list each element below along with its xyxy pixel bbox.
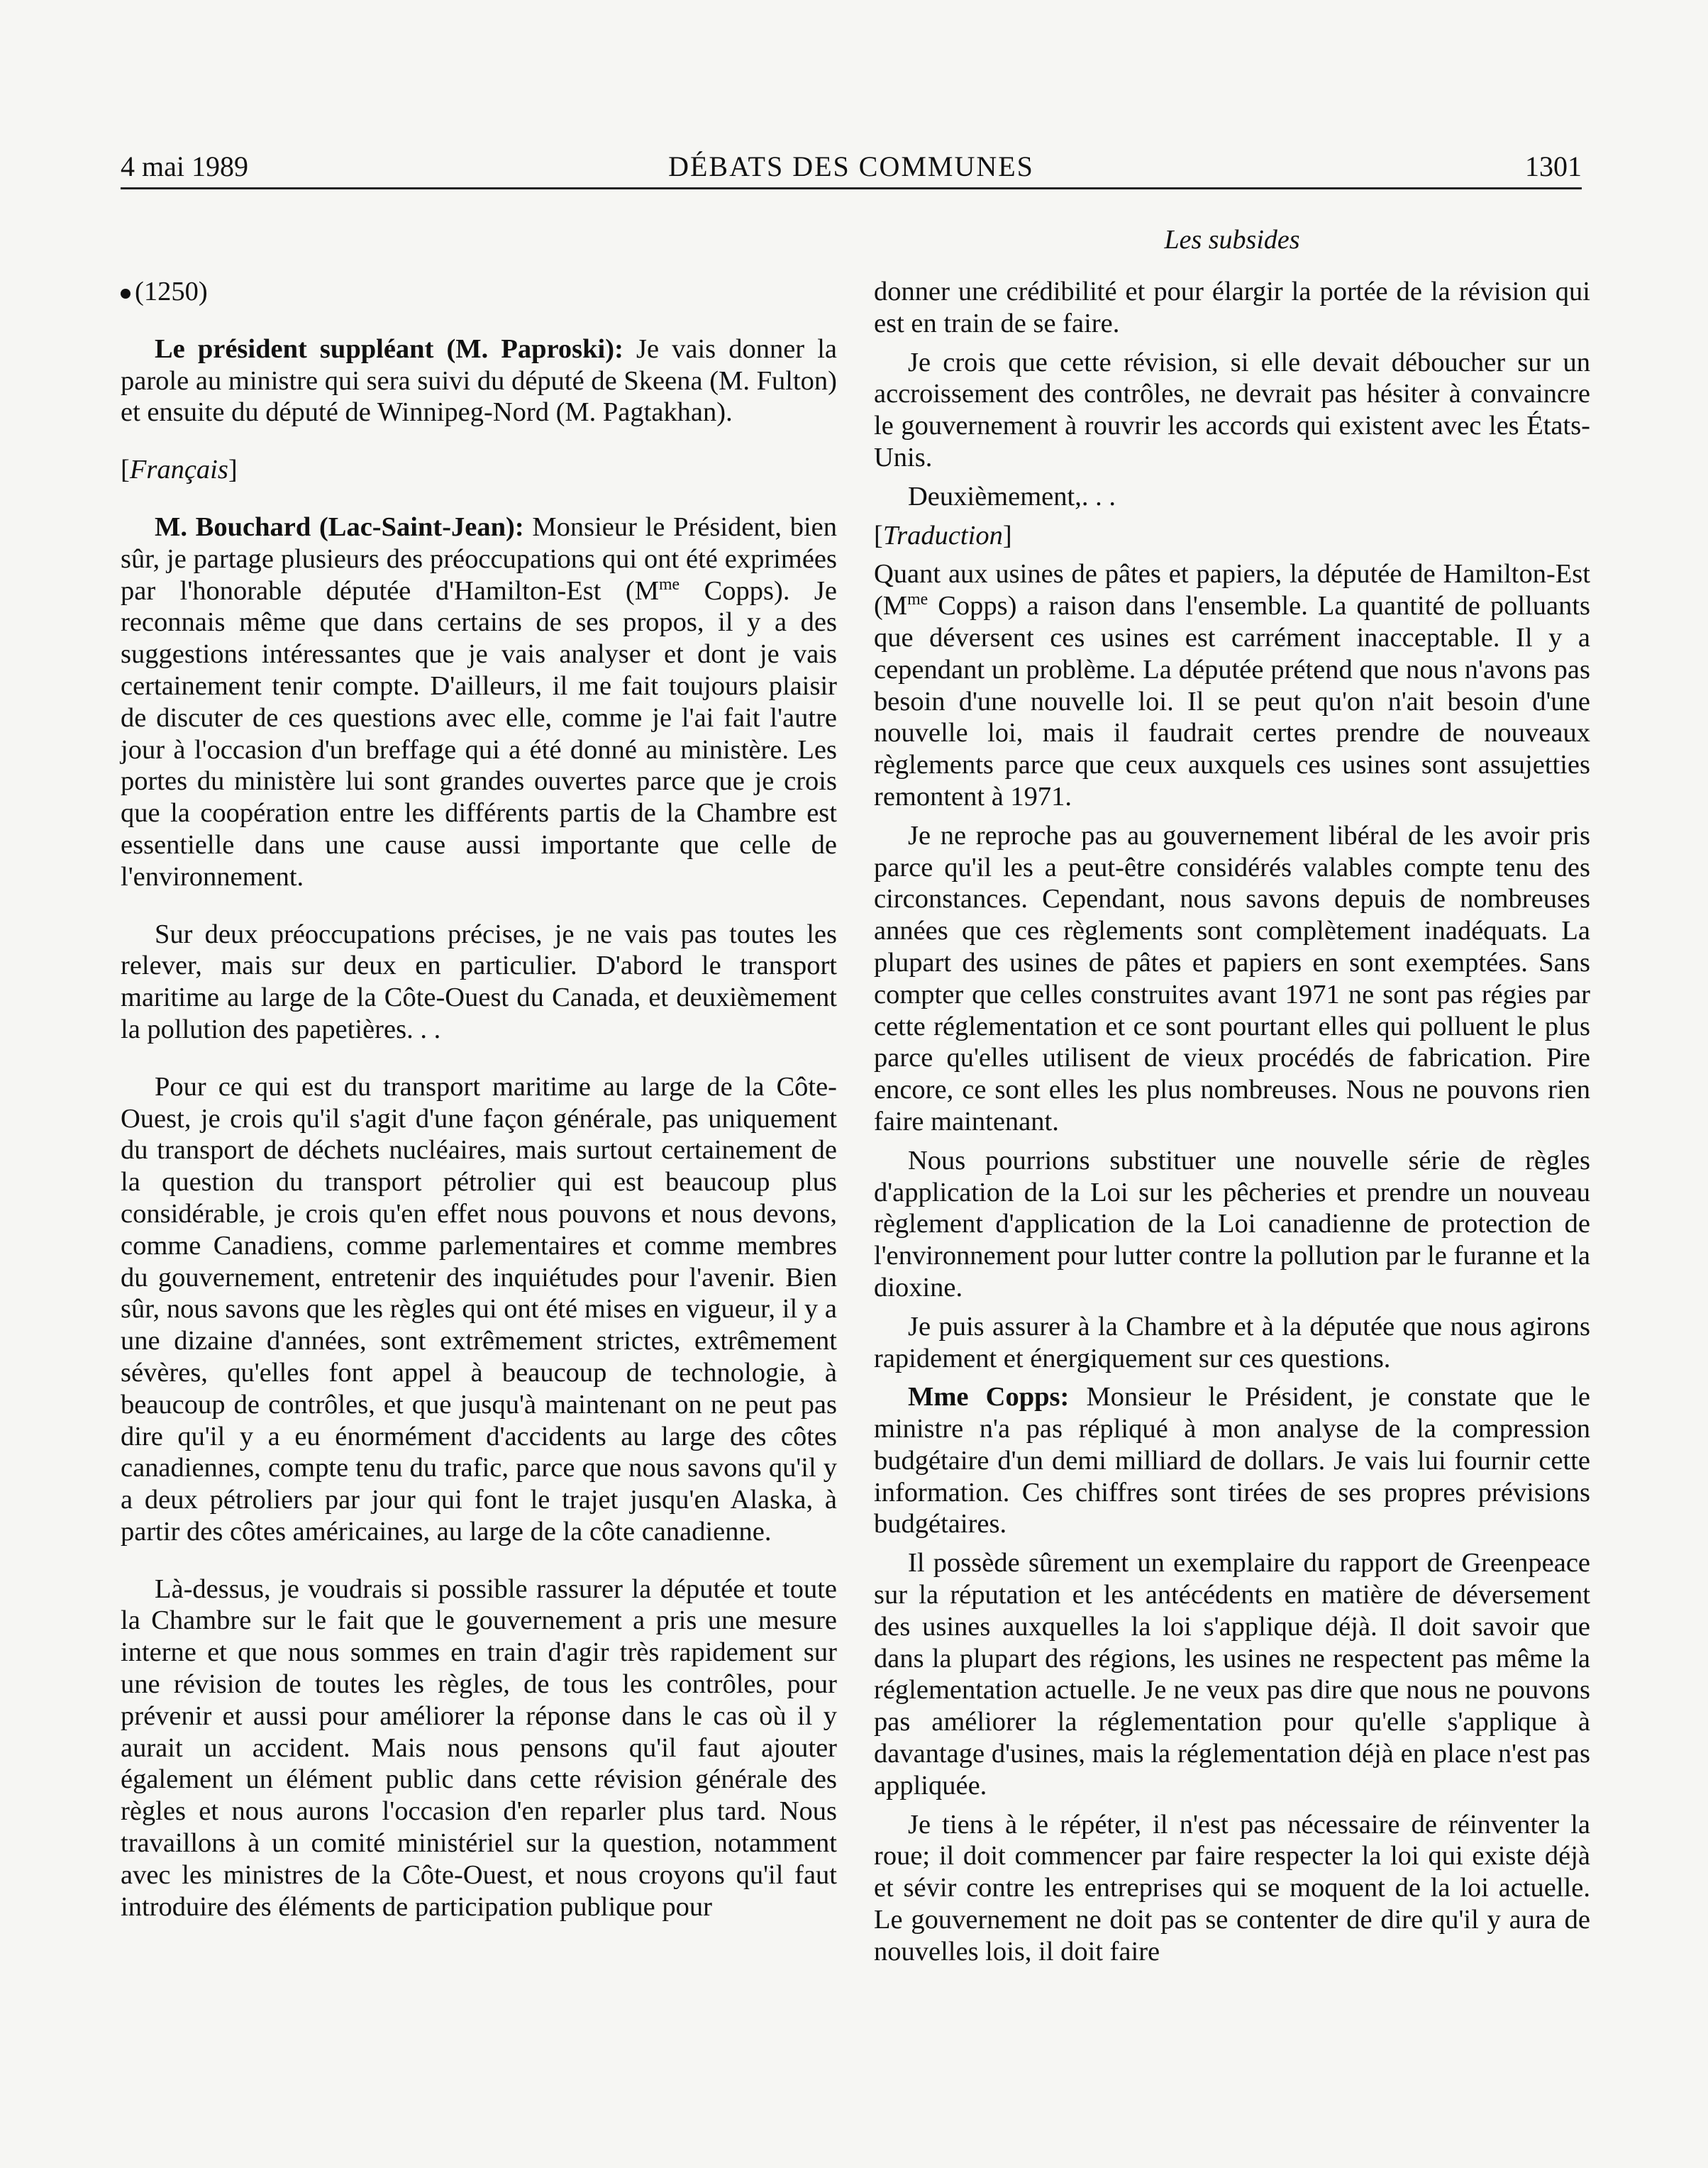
paragraph: Nous pourrions substituer une nouvelle série de règles d'application de la Loi sur les pêcheries et prendre un nouveau règlement d'application de la Loi canadienne de protection de l'environnement pour lutter contre la pollution par le furanne et la dioxine. <box>874 1145 1590 1303</box>
speaker-name: M. Bouchard (Lac-Saint-Jean): <box>155 511 524 542</box>
paragraph: Deuxièmement,. . . <box>908 481 1116 511</box>
paragraph: Pour ce qui est du transport maritime au large de la Côte-Ouest, je crois qu'il s'agit d'une façon générale, pas uniquement du transport de déchets nucléaires, mais surtout certainement de la question du transport pétrolier qui est beaucoup plus considérable, je crois qu'en effet nous pouvons et nous devons, comme Canadiens, comme parlementaires et comme membres du gouvernement, entretenir des inquiétudes pour l'avenir. Bien sûr, nous savons que les règles qui ont été mises en vigueur, il y a une dizaine d'années, sont extrêmement strictes, extrêmement sévères, qu'elles font appel à beaucoup de technologie, à beaucoup de contrôles, et que jusqu'à maintenant on ne peut pas dire qu'il y a eu énormément d'accidents au large des côtes canadiennes, compte tenu du trafic, parce que nous savons qu'il y a deux pétroliers par jour qui font le trajet jusqu'en Alaska, à partir des côtes américaines, au large de la côte canadienne. <box>121 1071 837 1547</box>
paragraph: Le président suppléant (M. Paproski): Je vais donner la parole au ministre qui sera suivi du député de Skeena (M. Fulton) et ensuite du député de Winnipeg-Nord (M. Pagtakhan). <box>121 333 837 428</box>
bullet-icon <box>121 289 131 299</box>
right-column <box>874 276 1590 1968</box>
timestamp: (1250) <box>121 276 837 308</box>
language-note: [Français] <box>121 455 238 485</box>
header-date: 4 mai 1989 <box>121 150 248 182</box>
paragraph: M. Bouchard (Lac-Saint-Jean): Monsieur le Président, bien sûr, je partage plusieurs des préoccupations qui ont été exprimées par l'honorable députée d'Hamilton-Est ($M^{me}$ Copps). Je reconnais même que dans certains de ses propos, il y a des suggestions intéressantes que je vais analyser et dont je vais certainement tenir compte. D'ailleurs, il me fait toujours plaisir de discuter de ces questions avec elle, comme je l'ai fait l'autre jour à l'occasion d'un breffage qui a été donné au ministère. Les portes du ministère lui sont grandes ouvertes parce que je crois que la coopération entre les différents partis de la Chambre est essentielle dans une cause aussi importante que celle de l'environnement. <box>121 511 837 892</box>
paragraph: Quant aux usines de pâtes et papiers, la députée de Hamilton-Est ($M^{me}$ Copps) a raison dans l'ensemble. La quantité de polluants que déversent ces usines est carrément inacceptable. Il y a cependant un problème. La députée prétend que nous n'avons pas besoin d'une nouvelle loi. Il se peut qu'on n'ait besoin d'une nouvelle loi, mais il faudrait certes prendre de nouveaux règlements parce que ceux auxquels ces usines sont assujetties remontent à 1971. <box>874 559 1590 812</box>
paragraph: Je puis assurer à la Chambre et à la députée que nous agirons rapidement et énergiquement sur ces questions. <box>874 1311 1590 1373</box>
page-number: 1301 <box>1525 150 1582 182</box>
language-note: [Traduction] <box>874 520 1012 551</box>
paragraph: Je tiens à le répéter, il n'est pas nécessaire de réinventer la roue; il doit commencer par faire respecter la loi qui existe déjà et sévir contre les entreprises qui se moquent de la loi actuelle. Le gouvernement ne doit pas se contenter de dire qu'il y aura de nouvelles lois, il doit faire <box>874 1809 1590 1967</box>
page-header <box>121 149 1582 184</box>
paragraph: donner une crédibilité et pour élargir la portée de la révision qui est en train de se faire. <box>874 277 1590 338</box>
header-title: DÉBATS DES COMMUNES <box>668 150 1034 182</box>
paragraph: Mme Copps: Monsieur le Président, je constate que le ministre n'a pas répliqué à mon analyse de la compression budgétaire d'un demi milliard de dollars. Je vais lui fournir cette information. Ces chiffres sont tirées de ses propres prévisions budgétaires. <box>874 1382 1590 1539</box>
paragraph: Je ne reproche pas au gouvernement libéral de les avoir pris parce qu'il les a peut-être considérés valables compte tenu des circonstances. Cependant, nous savons depuis de nombreuses années que ces règlements sont complètement inadéquats. La plupart des usines de pâtes et papiers en sont exemptées. Sans compter que celles construites avant 1971 ne sont pas régies par cette réglementation et ce sont pourtant elles qui polluent le plus parce qu'elles utilisent de vieux procédés de fabrication. Pire encore, ce sont elles les plus nombreuses. Nous ne pouvons rien faire maintenant. <box>874 820 1590 1136</box>
paragraph: Là-dessus, je voudrais si possible rassurer la députée et toute la Chambre sur le fait que le gouvernement a pris une mesure interne et que nous sommes en train d'agir très rapidement sur une révision de toutes les règles, de tous les contrôles, pour prévenir et aussi pour améliorer la réponse dans le cas où il y aurait un accident. Mais nous pensons qu'il faut ajouter également un élément public dans cette révision générale des règles et nous aurons l'occasion d'en reparler plus tard. Nous travaillons à un comité ministériel sur la question, notamment avec les ministres de la Côte-Ouest, et nous croyons qu'il faut introduire des éléments de participation publique pour <box>121 1574 837 1922</box>
running-head: Les subsides <box>1164 225 1300 255</box>
header-rule <box>121 187 1582 189</box>
paragraph: Sur deux préoccupations précises, je ne vais pas toutes les relever, mais sur deux en particulier. D'abord le transport maritime au large de la Côte-Ouest du Canada, et deuxièmement la pollution des papetières. . . <box>121 919 837 1044</box>
paragraph: Il possède sûrement un exemplaire du rapport de Greenpeace sur la réputation et les antécédents en matière de déversement des usines auxquelles la loi s'applique déjà. Il doit savoir que dans la plupart des régions, les usines ne respectent pas même la réglementation actuelle. Je ne veux pas dire que nous ne pouvons pas améliorer la réglementation pour qu'elle s'applique à davantage d'usines, mais la réglementation déjà en place n'est pas appliquée. <box>874 1548 1590 1801</box>
speaker-name: Le président suppléant (M. Paproski): <box>155 333 623 364</box>
left-column <box>121 276 837 1923</box>
speaker-name: Mme Copps: <box>908 1382 1070 1412</box>
paragraph: Je crois que cette révision, si elle devait déboucher sur un accroissement des contrôles, ne devrait pas hésiter à convaincre le gouvernement à rouvrir les accords qui existent avec les États-Unis. <box>874 347 1590 472</box>
